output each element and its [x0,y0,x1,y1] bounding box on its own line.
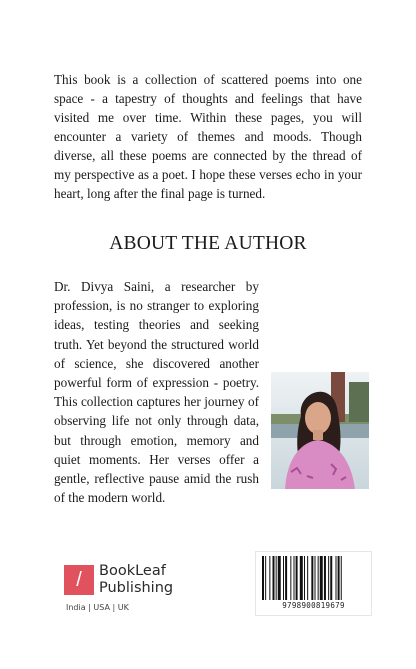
barcode-bar [265,556,266,600]
isbn-number: 9798900819679 [282,601,345,610]
barcode-bar [273,556,275,600]
barcode-bar [328,556,329,600]
about-author-heading: ABOUT THE AUTHOR [109,233,307,254]
barcode-bar [307,556,308,600]
barcode-bar [285,556,287,600]
author-portrait-icon [271,372,369,489]
publisher-name [99,563,173,597]
barcode-bar [269,556,270,600]
barcode-bar [262,556,264,600]
author-bio: Dr. Divya Saini, a researcher by profession, is no stranger to exploring ideas, testing theories and seeking truth. Yet beyond the structured world of science, she discovered another powerful form of expression - poetry. This collection captures her journey of observing life not only through data, but through emotion, memory and quiet moments. Her verses offer a gentle, reflective pause amid the rush of the modern world. [54,279,259,506]
barcode-icon [262,556,365,600]
barcode-bar [300,556,303,600]
barcode-bar [294,556,295,600]
author-photo [271,372,369,489]
barcode-bar [304,556,305,600]
barcode-bar [320,556,323,600]
barcode-bar [315,556,316,600]
publisher-logo [64,563,204,623]
barcode-bar [336,556,337,600]
barcode-bar [311,556,313,600]
publisher-name-line1: BookLeaf [99,563,166,579]
publisher-name-line2: Publishing [99,580,174,596]
publisher-regions: India | USA | UK [66,603,129,612]
barcode-bar [318,556,319,600]
barcode-bar [324,556,326,600]
barcode-bar [341,556,342,600]
barcode-bar [338,556,340,600]
barcode-bar [276,556,277,600]
isbn-barcode [255,551,372,616]
barcode-bar [283,556,284,600]
barcode-bar [330,556,332,600]
barcode-bar [296,556,298,600]
back-cover-blurb: This book is a collection of scattered poems into one space - a tapestry of thoughts and feelings that have visited me over time. Within these pages, you will encounter a variety of themes and moods. Though diverse, all these poems are connected by the thread of my perspective as a poet. I hope these verses echo in your heart, long after the final page is turned. [54,72,362,201]
barcode-bar [278,556,281,600]
barcode-bar [290,556,291,600]
bookleaf-logo-icon: / [64,565,94,595]
